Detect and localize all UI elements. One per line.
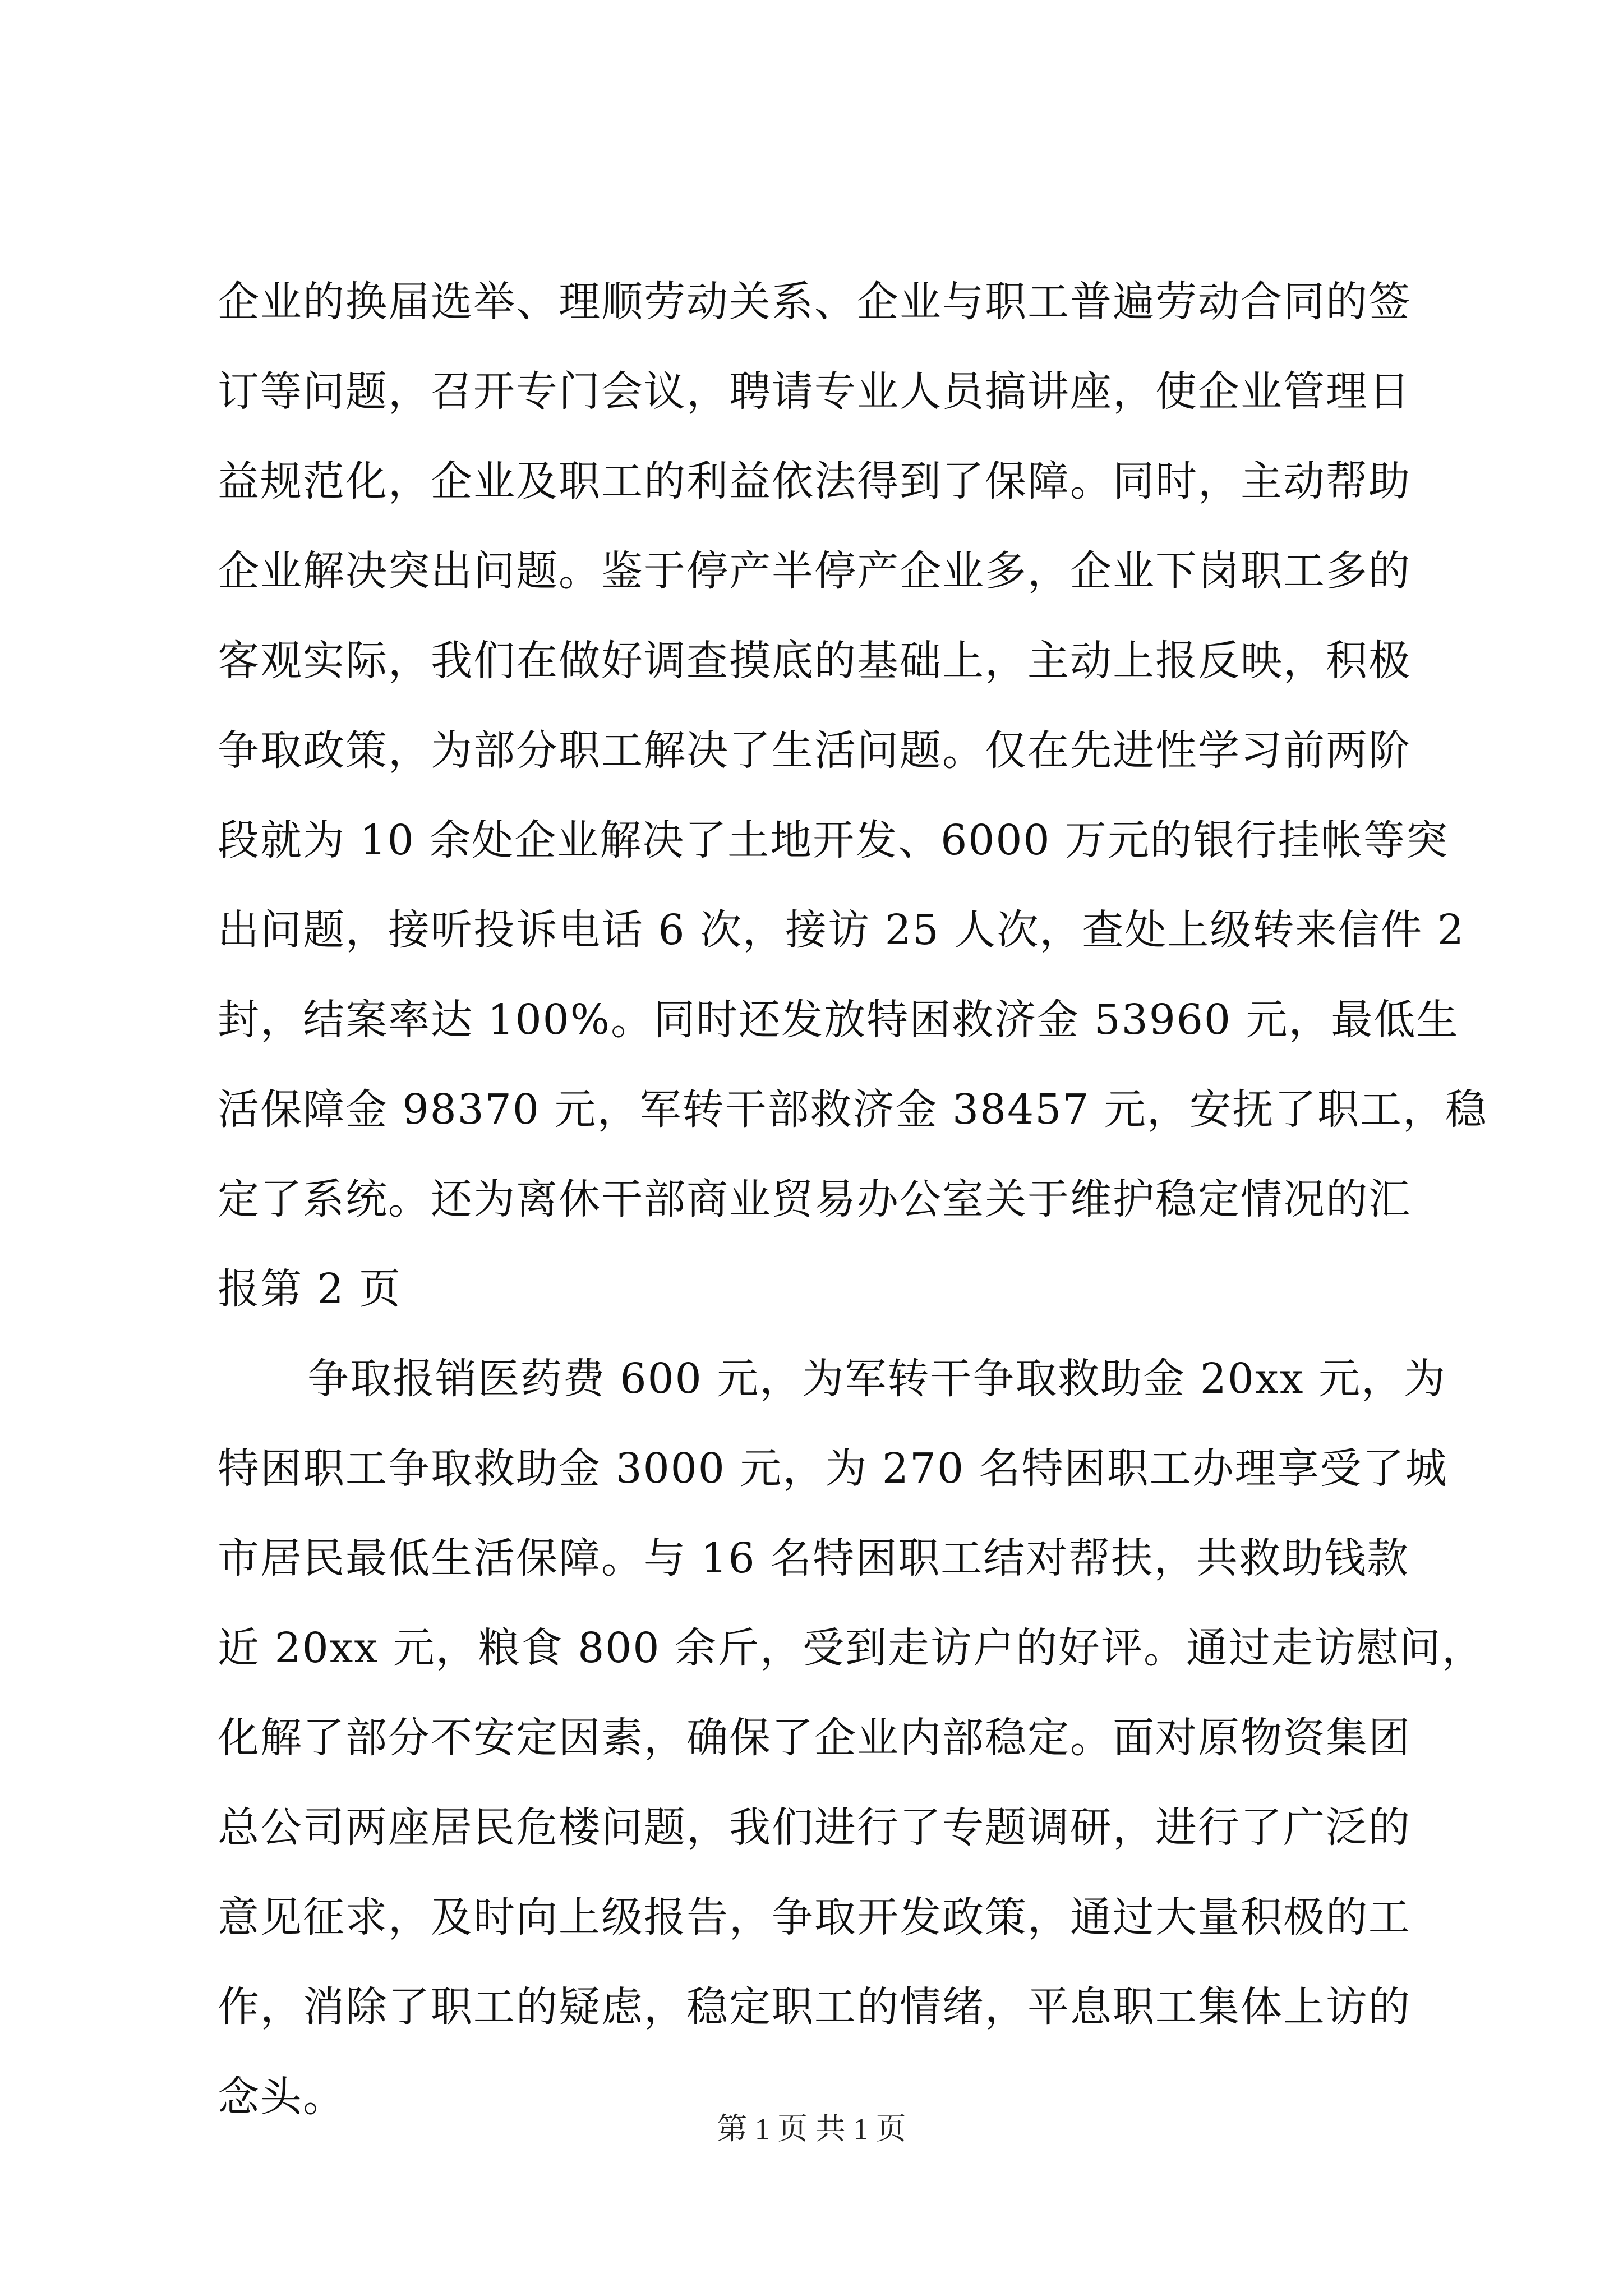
- text-line: 出问题，接听投诉电话 6 次，接访 25 人次，查处上级转来信件 2: [218, 906, 1465, 954]
- text-line: 活保障金 98370 元，军转干部救济金 38457 元，安抚了职工，稳: [218, 1085, 1488, 1134]
- text-line: 客观实际，我们在做好调查摸底的基础上，主动上报反映，积极: [218, 637, 1411, 685]
- text-line: 总公司两座居民危楼问题，我们进行了专题调研，进行了广泛的: [218, 1803, 1411, 1852]
- text-line: 作，消除了职工的疑虑，稳定职工的情绪，平息职工集体上访的: [218, 1983, 1411, 2031]
- text-line: 意见征求，及时向上级报告，争取开发政策，通过大量积极的工: [218, 1893, 1411, 1941]
- text-line: 近 20xx 元，粮食 800 余斤，受到走访户的好评。通过走访慰问，: [218, 1624, 1484, 1672]
- text-line: 定了系统。还为离休干部商业贸易办公室关于维护稳定情况的汇: [218, 1175, 1411, 1223]
- text-line: 企业解决突出问题。鉴于停产半停产企业多，企业下岗职工多的: [218, 547, 1411, 595]
- text-line: 争取政策，为部分职工解决了生活问题。仅在先进性学习前两阶: [218, 726, 1411, 775]
- text-line: 订等问题，召开专门会议，聘请专业人员搞讲座，使企业管理日: [218, 367, 1411, 416]
- text-line: 封，结案率达 100%。同时还发放特困救济金 53960 元，最低生: [218, 996, 1459, 1044]
- text-line: 念头。: [218, 2073, 345, 2121]
- paragraph-start-line: 争取报销医药费 600 元，为军转干争取救助金 20xx 元，为: [307, 1355, 1446, 1403]
- text-line: 特困职工争取救助金 3000 元，为 270 名特困职工办理享受了城: [218, 1444, 1448, 1493]
- page-footer: 第 1 页 共 1 页: [717, 2112, 906, 2146]
- text-line: 企业的换届选举、理顺劳动关系、企业与职工普遍劳动合同的签: [218, 278, 1411, 326]
- text-line: 益规范化，企业及职工的利益依法得到了保障。同时，主动帮助: [218, 457, 1411, 505]
- text-line: 段就为 10 余处企业解决了土地开发、6000 万元的银行挂帐等突: [218, 816, 1449, 864]
- text-line: 化解了部分不安定因素，确保了企业内部稳定。面对原物资集团: [218, 1714, 1411, 1762]
- text-line: 报第 2 页: [218, 1265, 402, 1313]
- document-body: [218, 257, 1488, 2142]
- text-line: 市居民最低生活保障。与 16 名特困职工结对帮扶，共救助钱款: [218, 1534, 1410, 1582]
